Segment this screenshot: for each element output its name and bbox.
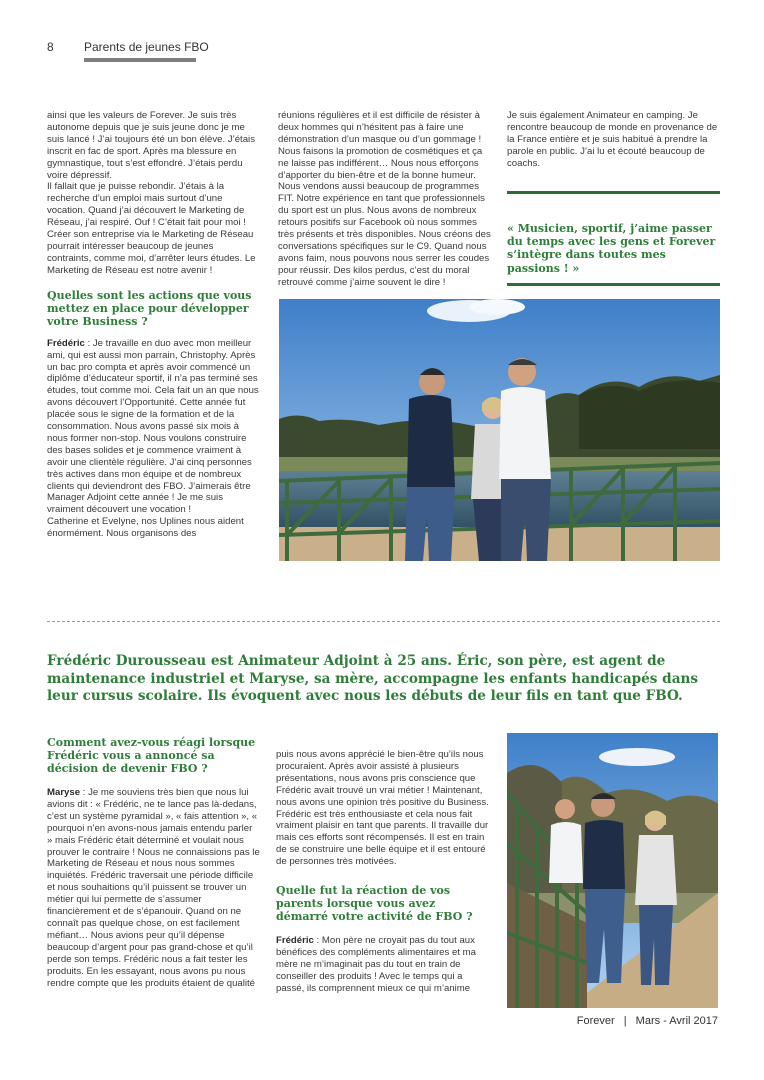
speaker-name: Frédéric (47, 337, 85, 349)
page-footer (577, 1015, 718, 1027)
lower-column-1 (47, 736, 260, 989)
photo-lake-trio (279, 299, 720, 561)
quote-bottom-rule (507, 283, 720, 286)
answer-text: : Je me souviens très bien que nous lui avions dit : « Frédéric, ne te lance pas là-dedans, c’est un système pyramidal », « fais attention », « pourquoi n’en avons-nous jamais entendu parler » mais Frédéric était déterminé et voulait nous prouver le contraire ! Nous ne connaissions pas le Marketing de Réseau et nous nous sommes inquiétés. Frédéric traversait une période difficile et nous souhaitions qu’il puissent se trouver un métier qui lui permette de s’assumer financièrement et de s’épanouir. Quand on ne connaît pas quelque chose, on est facilement méfiant… Nous avions peur qu’il dépense beaucoup d’argent pour pas grand-chose et qu’il perde son temps. Frédéric nous a fait tester les produits. En les essayant, nous avons pu nous rendre compte que les produits étaient de qualité (47, 787, 260, 989)
col1-intro-text: ainsi que les valeurs de Forever. Je suis très autonome depuis que je suis jeune donc je me suis lancé ! J’ai toujours été un bon élève. J’étais inscrit en fac de sport. Après ma blessure en gymnastique, tout s’est effondré. J’étais perdu voire dépressif. (47, 110, 255, 181)
col1-answer (47, 338, 260, 517)
photo-bridge-family (507, 733, 718, 1008)
section-separator (47, 621, 720, 622)
answer-text: : Mon père ne croyait pas du tout aux bénéfices des compléments alimentaires et ma mère ne m’imaginait pas du tout en train de conseiller des produits ! Avec le temps qui a passé, ils comprennent mieux ce qui m’anime (276, 935, 476, 994)
col3-text: Je suis également Animateur en camping. Je rencontre beaucoup de monde en provenance de la France entière et je suis habitué à prendre la parole en public. J’ai lu et écouté beaucoup de coachs. (507, 110, 718, 169)
lower-col2-answer (276, 935, 490, 995)
section-title: Parents de jeunes FBO (84, 40, 209, 54)
pull-quote: « Musicien, sportif, j’aime passer du temps avec les gens et Forever s’intègre dans toutes mes passions ! » (507, 222, 716, 275)
lower-col2-text: puis nous avons apprécié le bien-être qu’ils nous procuraient. Après avoir assisté à plusieurs présentations, nous avons pris conscience que Frédéric avait trouvé un vrai métier ! Maintenant, nous avons une opinion très positive du Business. Frédéric est très enthousiaste et cela nous fait vraiment plaisir en tant que parents. Il travaille dur mais ces efforts sont récompensés. Il est en train de se construire une belle équipe et il est entouré de personnes très motivées. (276, 749, 489, 868)
footer-date: Mars - Avril 2017 (635, 1015, 718, 1027)
footer-brand: Forever (576, 1015, 615, 1027)
speaker-name: Maryse (47, 787, 81, 798)
page-number: 8 (47, 40, 54, 54)
lower-column-2 (276, 749, 490, 995)
upper-column-3 (507, 110, 720, 170)
col1-question-heading: Quelles sont les actions que vous mettez en place pour développer votre Business ? (47, 288, 252, 328)
lower-col1-answer (47, 787, 260, 989)
section-underline (84, 58, 196, 62)
lower-col1-question-heading: Comment avez-vous réagi lorsque Frédéric vous a annoncé sa décision de devenir FBO ? (47, 736, 256, 775)
footer-separator: | (623, 1015, 627, 1027)
quote-top-rule (507, 191, 720, 194)
col1-paragraph-2: Il fallait que je puisse rebondir. J’étais à la recherche d’un emploi mais surtout d’une vocation. Quand j’ai découvert le Marketing de Réseau, j’ai respiré. Ouf ! C’était fait pour moi ! Créer son entreprise via le Marketing de Réseau pourrait intéresser beaucoup de jeunes contraints, comme moi, d’arrêter leurs études. Le Marketing de Réseau est notre avenir ! (47, 181, 256, 276)
upper-column-1 (47, 110, 260, 540)
upper-column-2 (278, 110, 494, 289)
col1-paragraph-4: Catherine et Evelyne, nos Uplines nous aident énormément. Nous organisons des (47, 516, 244, 540)
col2-text: réunions régulières et il est difficile de résister à deux hommes qui n’hésitent pas à faire une démonstration d’un masque ou d’un gommage ! Nous faisons la promotion de cosmétiques et ça ne laisse pas indifférent… Nous nous efforçons d’apporter du bien-être et de la bonne humeur. Nous vendons aussi beaucoup de programmes FIT. Notre expérience en tant que professionnels du sport est un plus. Nous avons de nombreux retours positifs sur Facebook où nous sommes très présents et très disponibles. Nous créons des conversations spécifiques sur le C9. Quand nous avons faim, nous pouvons nous serrer les coudes pour réussir. Des kilos perdus, c’est du moral retrouvé comme j’aime souvent le dire ! (278, 110, 491, 288)
answer-text: : Je travaille en duo avec mon meilleur ami, qui est aussi mon parrain, Christophy. Après un bac pro compta et après avoir commencé un diplôme d’éducateur sportif, il n’a pas terminé ses études, tout comme moi. Cela fait un an que nous avons découvert l’Opportunité. Cette année fut placée sous le signe de la formation et de la consommation. Nous avons passé six mois à nous former non-stop. Nous voulons construire des bases solides et je commence vraiment à avoir une clientèle régulière. J’ai cinq personnes très actives dans mon équipe et de nombreux clients qui deviendront des FBO. J’aimerais être Manager Adjoint cette année ! Je me suis vraiment découvert une vocation ! (47, 337, 259, 516)
article-intro: Frédéric Durousseau est Animateur Adjoint à 25 ans. Éric, son père, est agent de maintenance industriel et Maryse, sa mère, accompagne les enfants handicapés dans leur cursus scolaire. Ils évoquent avec nous les débuts de leur fils en tant que FBO. (47, 653, 699, 704)
lower-col2-question-heading: Quelle fut la réaction de vos parents lorsque vous avez démarré votre activité de FBO ? (276, 884, 473, 924)
speaker-name: Frédéric (276, 935, 314, 947)
